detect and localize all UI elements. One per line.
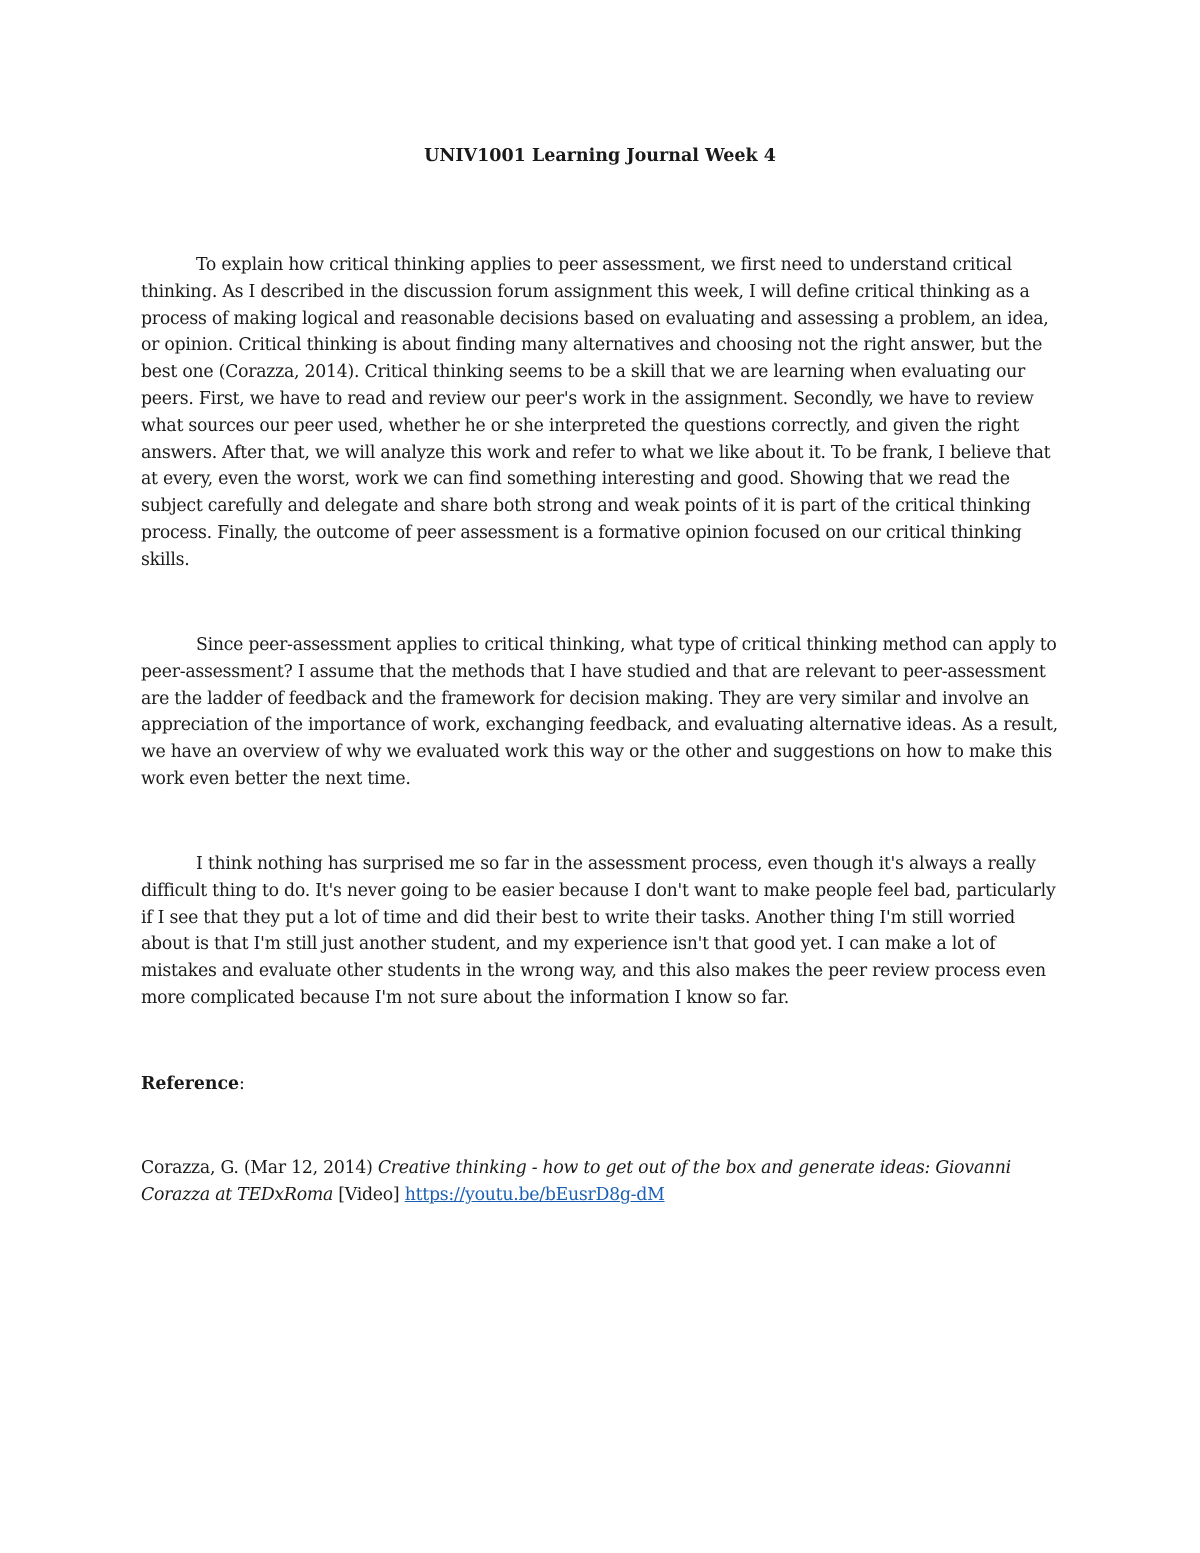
reference-heading-label: Reference — [141, 1074, 239, 1094]
paragraph-1: To explain how critical thinking applies to peer assessment, we first need to understand critical thinking. As I described in the discussion forum assignment this week, I will define critical thinking as a process of making logical and reasonable decisions based on evaluating and assessing a problem, an idea, or opinion. Critical thinking is about finding many alternatives and choosing not the right answer, but the best one (Corazza, 2014). Critical thinking seems to be a skill that we are learning when evaluating our peers. First, we have to read and review our peer's work in the assignment. Secondly, we have to review what sources our peer used, whether he or she interpreted the questions correctly, and given the right answers. After that, we will analyze this work and refer to what we like about it. To be frank, I believe that at every, even the worst, work we can find something interesting and good. Showing that we read the subject carefully and delegate and share both strong and weak points of it is part of the critical thinking process. Finally, the outcome of peer assessment is a formative opinion focused on our critical thinking skills. — [141, 255, 1051, 570]
paragraph-2: Since peer-assessment applies to critical thinking, what type of critical thinking method can apply to peer-assessment? I assume that the methods that I have studied and that are relevant to peer-assessment are the ladder of feedback and the framework for decision making. They are very similar and involve an appreciation of the importance of work, exchanging feedback, and evaluating alternative ideas. As a result, we have an overview of why we evaluated work this way or the other and suggestions on how to make this work even better the next time. — [141, 635, 1058, 789]
reference-author-date: Corazza, G. (Mar 12, 2014) — [141, 1158, 373, 1178]
reference-title: Creative thinking - how to get out of the box and generate ideas: Giovanni Corazza at TEDxRoma — [141, 1158, 1011, 1205]
document-title: UNIV1001 Learning Journal Week 4 — [424, 146, 776, 166]
reference-link[interactable]: https://youtu.be/bEusrD8g-dM — [404, 1184, 665, 1205]
reference-heading-colon: : — [238, 1074, 245, 1094]
paragraph-3: I think nothing has surprised me so far in the assessment process, even though it's always a really difficult thing to do. It's never going to be easier because I don't want to make people feel bad, particularly if I see that they put a lot of time and did their best to write their tasks. Another thing I'm still worried about is that I'm still just another student, and my experience isn't that good yet. I can make a lot of mistakes and evaluate other students in the wrong way, and this also makes the peer review process even more complicated because I'm not sure about the information I know so far. — [141, 854, 1056, 1008]
reference-heading — [141, 1071, 245, 1098]
reference-entry — [141, 1155, 1059, 1209]
reference-medium: [Video] — [338, 1184, 400, 1205]
